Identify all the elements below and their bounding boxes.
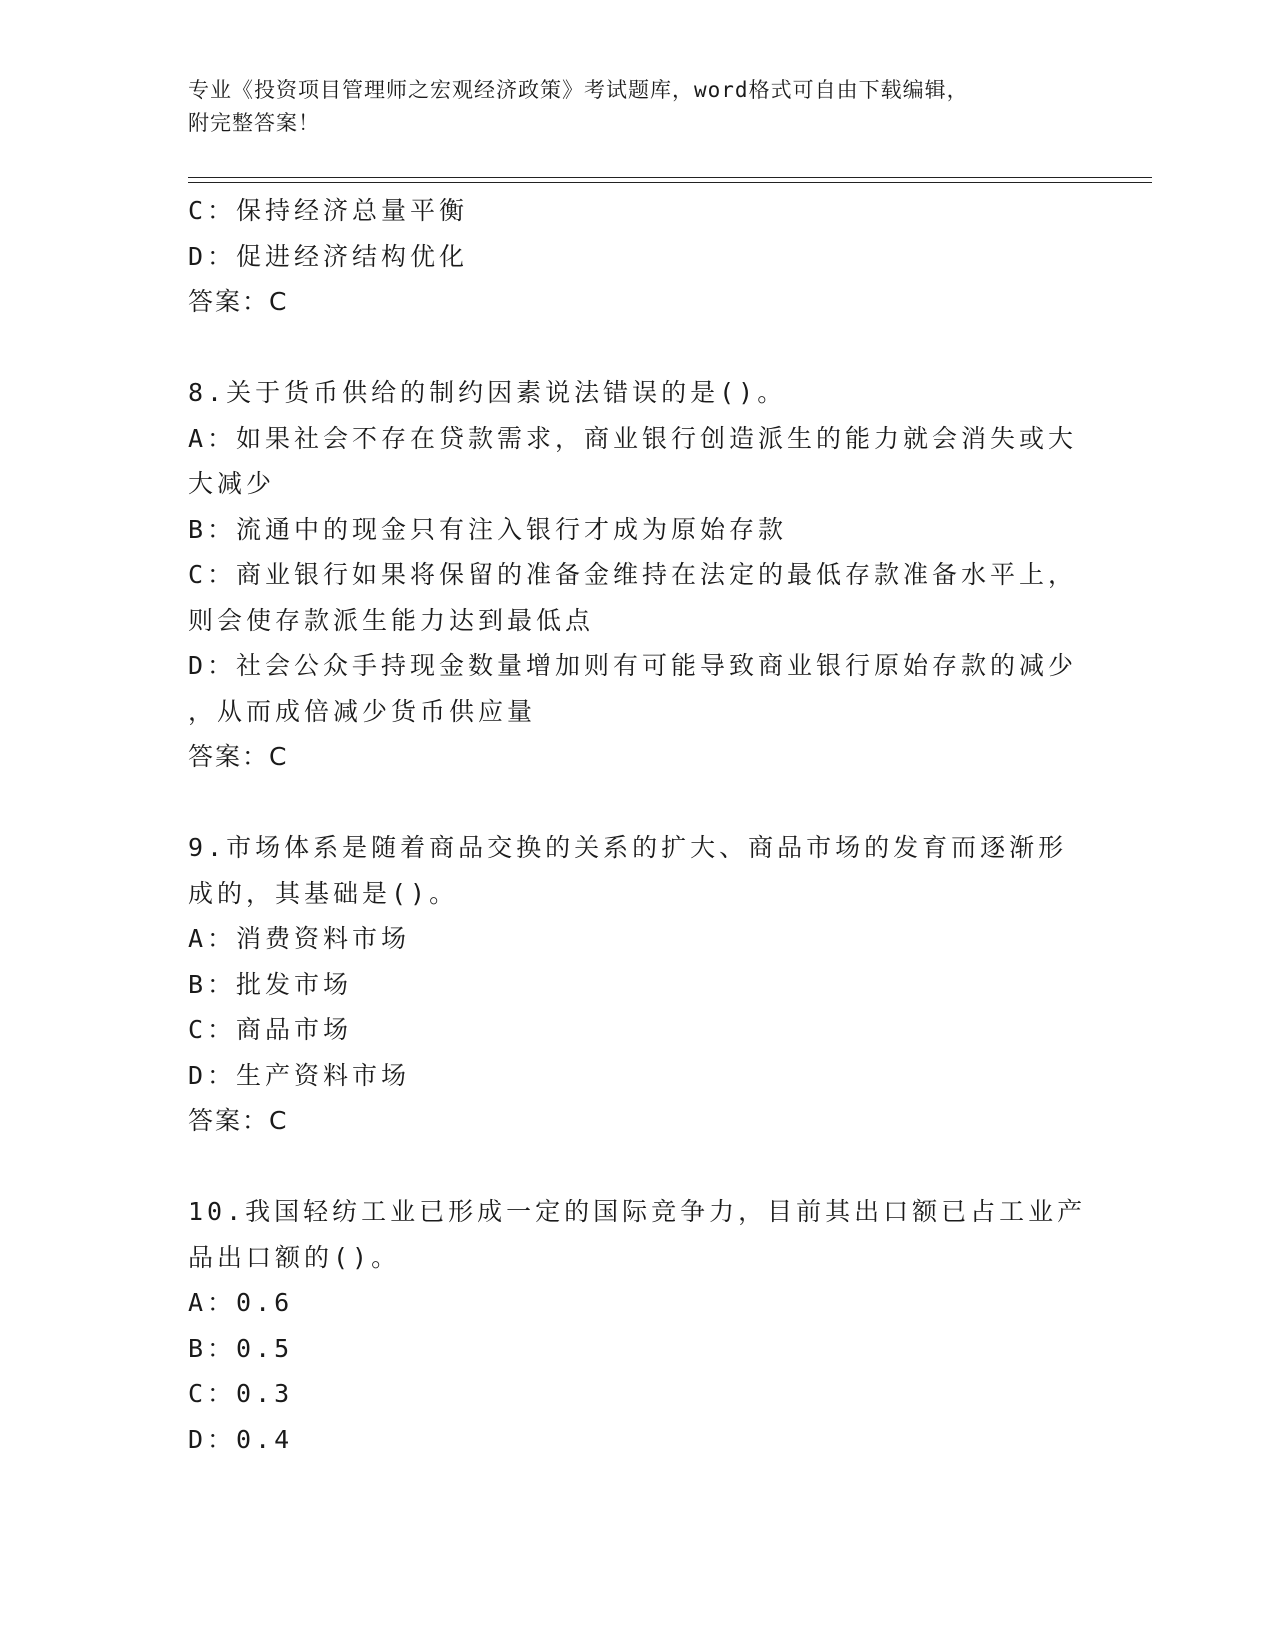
- document-header: [188, 74, 1068, 140]
- option-line: D：生产资料市场: [188, 1060, 411, 1090]
- option-line: B：批发市场: [188, 969, 353, 999]
- option-line: D：0.4: [188, 1424, 294, 1454]
- spacer: [188, 780, 1078, 826]
- header-rule-top: [188, 177, 1152, 178]
- option-line: D：促进经济结构优化: [188, 241, 469, 271]
- question-stem: 8.关于货币供给的制约因素说法错误的是()。: [188, 378, 787, 407]
- answer-line: 答案：C: [188, 1106, 289, 1135]
- question-stem: 10.我国轻纺工业已形成一定的国际竞争力，目前其出口额已占工业产: [188, 1197, 1087, 1226]
- question-stem-continued: 成的，其基础是()。: [188, 878, 459, 908]
- option-line: B：流通中的现金只有注入银行才成为原始存款: [188, 514, 788, 544]
- option-line: C：保持经济总量平衡: [188, 196, 469, 225]
- question-stem: 9.市场体系是随着商品交换的关系的扩大、商品市场的发育而逐渐形: [188, 833, 1068, 862]
- option-line: C：0.3: [188, 1379, 294, 1408]
- spacer: [188, 325, 1078, 371]
- option-line: D：社会公众手持现金数量增加则有可能导致商业银行原始存款的减少: [188, 651, 1078, 680]
- option-line-continued: 大减少: [188, 469, 276, 498]
- option-line: A：0.6: [188, 1288, 294, 1317]
- option-line: A：如果社会不存在贷款需求，商业银行创造派生的能力就会消失或大: [188, 423, 1078, 453]
- option-line: C：商品市场: [188, 1015, 353, 1044]
- header-line-1: 专业《投资项目管理师之宏观经济政策》考试题库，word格式可自由下载编辑，: [188, 78, 969, 102]
- answer-line: 答案：C: [188, 742, 289, 771]
- option-line: B：0.5: [188, 1333, 294, 1363]
- option-line-continued: 则会使存款派生能力达到最低点: [188, 605, 595, 635]
- option-line: A：消费资料市场: [188, 924, 411, 953]
- question-stem-continued: 品出口额的()。: [188, 1242, 401, 1272]
- option-line-continued: ，从而成倍减少货币供应量: [188, 696, 537, 726]
- question-list: [188, 188, 1087, 1462]
- spacer: [188, 1144, 1078, 1190]
- option-line: C：商业银行如果将保留的准备金维持在法定的最低存款准备水平上，: [188, 560, 1078, 589]
- header-line-2: 附完整答案！: [188, 111, 320, 135]
- header-rule-bottom: [188, 182, 1152, 183]
- answer-line: 答案：C: [188, 287, 289, 316]
